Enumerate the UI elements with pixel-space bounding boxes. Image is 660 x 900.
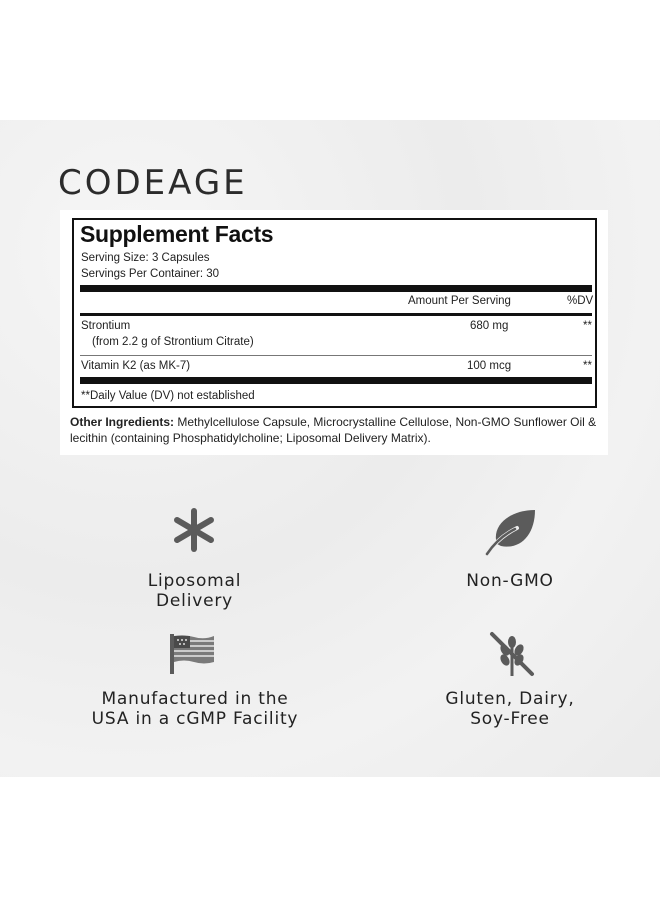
nutrient-dv: ** — [583, 320, 592, 332]
serving-size: Serving Size: 3 Capsules — [81, 252, 210, 264]
other-ingredients — [70, 414, 610, 446]
usa-flag-icon — [168, 632, 216, 676]
other-ingredients-label: Other Ingredients: — [70, 415, 175, 429]
nutrient-amount: 100 mcg — [467, 360, 512, 372]
nutrient-dv: ** — [583, 360, 592, 372]
nutrient-amount: 680 mg — [470, 320, 509, 332]
supplement-facts-title: Supplement Facts — [80, 221, 274, 247]
feature-allergen-free — [430, 689, 590, 729]
feature-label: Manufactured in the — [101, 689, 289, 709]
nutrient-source: (from 2.2 g of Strontium Citrate) — [92, 336, 254, 348]
feature-label: Liposomal — [147, 571, 242, 591]
feature-label: Delivery — [156, 591, 233, 611]
medium-divider — [80, 313, 592, 316]
nutrient-name: Vitamin K2 (as MK-7) — [81, 360, 191, 372]
feature-label: Non-GMO — [466, 571, 554, 591]
feature-label: Gluten, Dairy, — [445, 689, 575, 709]
thick-divider-bottom — [80, 377, 592, 384]
dv-footnote: **Daily Value (DV) not established — [81, 390, 255, 402]
feature-made-in-usa — [70, 689, 320, 729]
other-ingredients-text: Methylcellulose Capsule, Microcrystalline Cellulose, Non-GMO Sunflower Oil & lecithin (containing Phosphatidylcholine; Liposomal Delivery Matrix). — [70, 415, 597, 445]
amount-per-serving-header: Amount Per Serving — [408, 295, 511, 307]
dv-header: %DV — [567, 295, 594, 307]
feature-non-gmo — [430, 571, 590, 591]
leaf-icon — [483, 504, 539, 556]
asterisk-icon — [172, 508, 216, 552]
row-divider — [80, 355, 592, 356]
no-wheat-icon — [488, 630, 536, 678]
servings-per-container: Servings Per Container: 30 — [81, 268, 220, 280]
brand-logo: CODEAGE — [58, 163, 248, 203]
feature-liposomal-delivery — [112, 571, 277, 611]
feature-label: Soy-Free — [470, 709, 550, 729]
feature-label: USA in a cGMP Facility — [91, 709, 299, 729]
thick-divider-top — [80, 285, 592, 292]
nutrient-name: Strontium — [81, 320, 131, 332]
